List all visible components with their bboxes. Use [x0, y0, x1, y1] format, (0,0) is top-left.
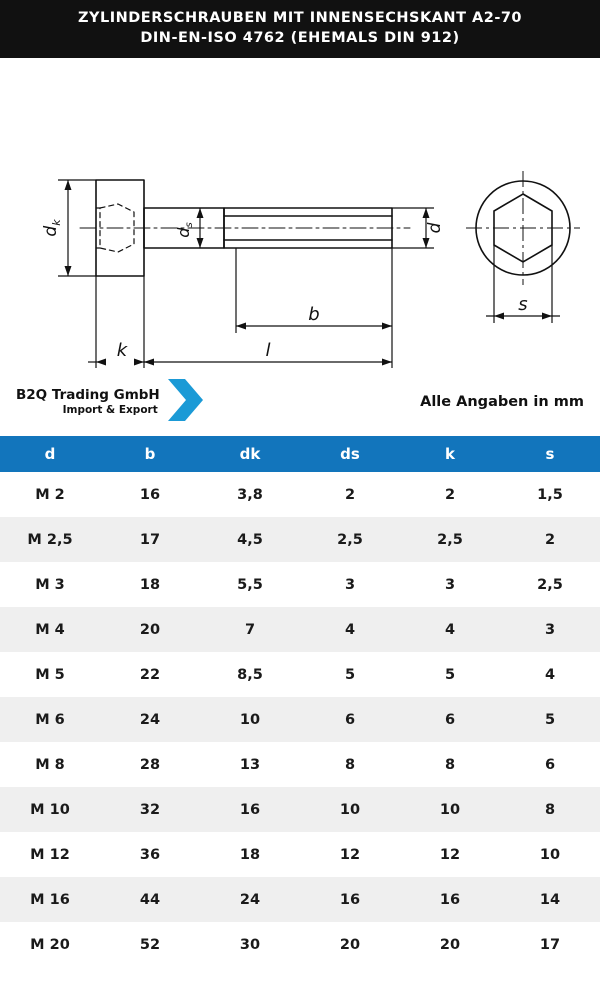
table-row — [0, 922, 600, 967]
cell-b: 28 — [100, 742, 200, 787]
cell-dk: 10 — [200, 697, 300, 742]
cell-d: M 12 — [0, 832, 100, 877]
column-header-b: b — [100, 436, 200, 472]
cell-d: M 2 — [0, 472, 100, 517]
label-k: k — [116, 340, 128, 361]
cell-k: 4 — [400, 607, 500, 652]
cell-s: 4 — [500, 652, 600, 697]
cell-k: 6 — [400, 697, 500, 742]
brand-row — [0, 368, 600, 436]
cell-s: 3 — [500, 607, 600, 652]
cell-k: 10 — [400, 787, 500, 832]
cell-dk: 24 — [200, 877, 300, 922]
label-s: s — [518, 294, 528, 315]
table-row — [0, 607, 600, 652]
cell-k: 12 — [400, 832, 500, 877]
cell-d: M 4 — [0, 607, 100, 652]
cell-s: 1,5 — [500, 472, 600, 517]
cell-k: 20 — [400, 922, 500, 967]
cell-ds: 3 — [300, 562, 400, 607]
table-row — [0, 832, 600, 877]
cell-d: M 10 — [0, 787, 100, 832]
table-row — [0, 697, 600, 742]
cell-ds: 10 — [300, 787, 400, 832]
cell-d: M 5 — [0, 652, 100, 697]
cell-s: 14 — [500, 877, 600, 922]
cell-dk: 16 — [200, 787, 300, 832]
cell-b: 36 — [100, 832, 200, 877]
table-header-row — [0, 436, 600, 472]
cell-ds: 2 — [300, 472, 400, 517]
header-title-line-2: DIN-EN-ISO 4762 (EHEMALS DIN 912) — [140, 30, 460, 46]
column-header-d: d — [0, 436, 100, 472]
table-row — [0, 787, 600, 832]
technical-drawing — [0, 58, 600, 368]
cell-dk: 8,5 — [200, 652, 300, 697]
label-d: d — [425, 222, 445, 234]
cell-b: 44 — [100, 877, 200, 922]
cell-d: M 2,5 — [0, 517, 100, 562]
cell-k: 2 — [400, 472, 500, 517]
cell-b: 17 — [100, 517, 200, 562]
cell-b: 20 — [100, 607, 200, 652]
cell-k: 2,5 — [400, 517, 500, 562]
cell-b: 32 — [100, 787, 200, 832]
cell-d: M 16 — [0, 877, 100, 922]
cell-s: 2 — [500, 517, 600, 562]
cell-dk: 4,5 — [200, 517, 300, 562]
column-header-s: s — [500, 436, 600, 472]
column-header-k: k — [400, 436, 500, 472]
cell-b: 22 — [100, 652, 200, 697]
table-row — [0, 517, 600, 562]
label-dk: $d_k$ — [41, 219, 63, 237]
cell-dk: 13 — [200, 742, 300, 787]
cell-b: 24 — [100, 697, 200, 742]
specification-table — [0, 436, 600, 967]
table-row — [0, 877, 600, 922]
cell-dk: 18 — [200, 832, 300, 877]
cell-b: 16 — [100, 472, 200, 517]
cell-s: 2,5 — [500, 562, 600, 607]
cell-k: 16 — [400, 877, 500, 922]
cell-d: M 3 — [0, 562, 100, 607]
cell-dk: 7 — [200, 607, 300, 652]
cell-ds: 5 — [300, 652, 400, 697]
cell-dk: 3,8 — [200, 472, 300, 517]
cell-k: 8 — [400, 742, 500, 787]
page-header — [0, 0, 600, 58]
top-view-center-lines — [466, 171, 580, 285]
cell-b: 52 — [100, 922, 200, 967]
cell-dk: 5,5 — [200, 562, 300, 607]
company-subtitle: Import & Export — [62, 403, 158, 416]
screw-diagram-svg — [0, 58, 600, 368]
cell-ds: 2,5 — [300, 517, 400, 562]
header-title-line-1: ZYLINDERSCHRAUBEN MIT INNENSECHSKANT A2-70 — [77, 10, 523, 26]
column-header-ds: ds — [300, 436, 400, 472]
cell-s: 10 — [500, 832, 600, 877]
cell-dk: 30 — [200, 922, 300, 967]
cell-d: M 20 — [0, 922, 100, 967]
cell-s: 5 — [500, 697, 600, 742]
chevron-logo-icon — [168, 377, 206, 427]
label-l: l — [265, 340, 271, 361]
cell-k: 3 — [400, 562, 500, 607]
cell-ds: 4 — [300, 607, 400, 652]
cell-d: M 8 — [0, 742, 100, 787]
label-ds: ds — [174, 222, 195, 238]
company-logo — [16, 377, 206, 427]
column-header-dk: dk — [200, 436, 300, 472]
cell-k: 5 — [400, 652, 500, 697]
cell-s: 6 — [500, 742, 600, 787]
table-row — [0, 562, 600, 607]
table-row — [0, 472, 600, 517]
cell-ds: 12 — [300, 832, 400, 877]
company-name: B2Q Trading GmbH — [16, 387, 160, 403]
label-b: b — [308, 304, 320, 325]
units-note: Alle Angaben in mm — [420, 394, 584, 410]
cell-ds: 8 — [300, 742, 400, 787]
cell-b: 18 — [100, 562, 200, 607]
cell-s: 17 — [500, 922, 600, 967]
company-text — [16, 387, 160, 417]
cell-ds: 16 — [300, 877, 400, 922]
cell-ds: 6 — [300, 697, 400, 742]
table-row — [0, 742, 600, 787]
cell-s: 8 — [500, 787, 600, 832]
cell-ds: 20 — [300, 922, 400, 967]
cell-d: M 6 — [0, 697, 100, 742]
table-row — [0, 652, 600, 697]
